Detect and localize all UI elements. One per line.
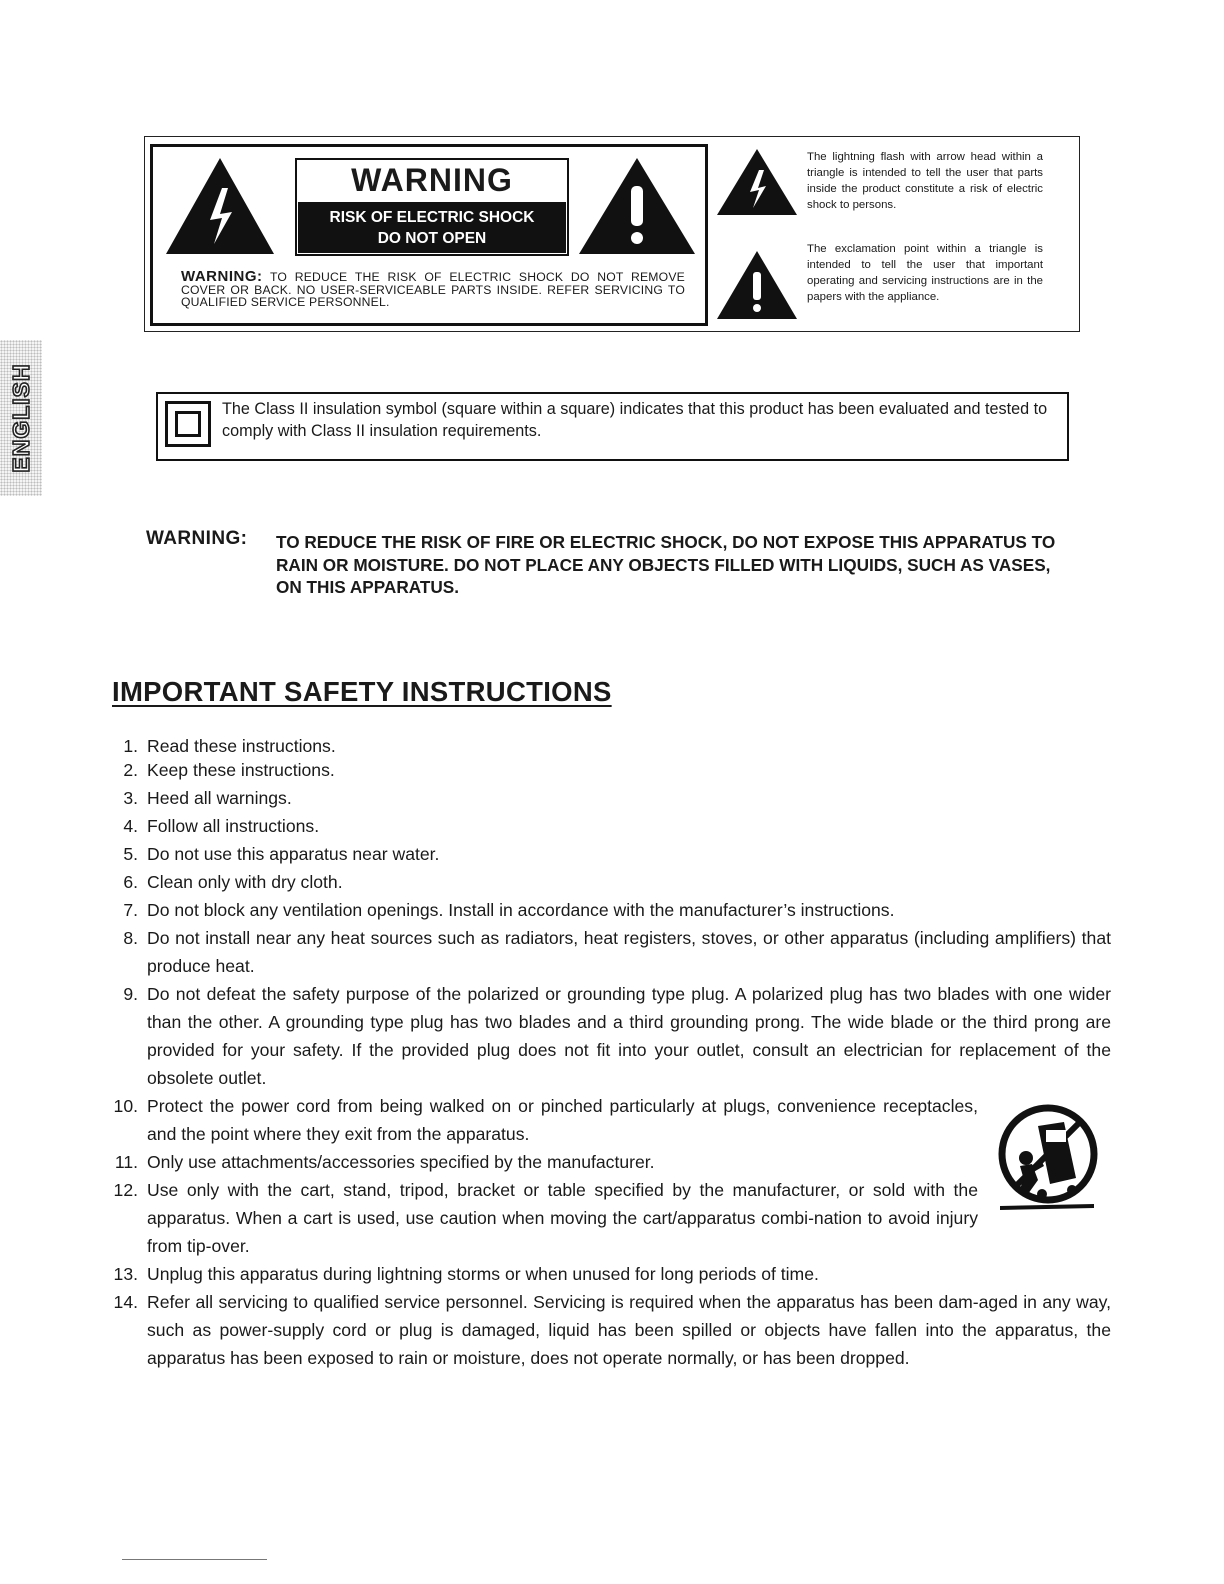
risk-band xyxy=(298,202,566,253)
footer-rule xyxy=(122,1559,267,1560)
list-item: 2. Keep these instructions. xyxy=(123,760,335,780)
lightning-triangle-icon xyxy=(716,148,798,216)
list-item: 7. Do not block any ventilation openings. Install in accordance with the manufacturer’s instructions. xyxy=(123,900,895,920)
list-item: 10. Protect the power cord from being walked on or pinched particularly at plugs, convenience receptacles, and the point where they exit from the apparatus. xyxy=(113,1096,978,1144)
safety-instructions-heading: IMPORTANT SAFETY INSTRUCTIONS xyxy=(112,676,612,707)
exclamation-explanation: The exclamation point within a triangle is intended to tell the user that important operating and servicing instructions are in the papers with the appliance. xyxy=(807,243,1043,303)
lightning-explanation: The lightning flash with arrow head within a triangle is intended to tell the user that parts inside the product constitute a risk of electric shock to persons. xyxy=(807,151,1043,211)
list-item: 14. Refer all servicing to qualified service personnel. Servicing is required when the apparatus has been dam-aged in any way, such as power-supply cord or plug is damaged, liquid has been spilled or objects have fallen into the apparatus, the apparatus has been exposed to rain or moisture, does not operate normally, or has been dropped. xyxy=(113,1292,1111,1368)
list-item: 3. Heed all warnings. xyxy=(123,788,292,808)
exclamation-triangle-icon xyxy=(577,156,697,256)
risk-band-line-1: RISK OF ELECTRIC SHOCK xyxy=(329,209,535,226)
list-item: 6. Clean only with dry cloth. xyxy=(123,872,343,892)
list-item: 8. Do not install near any heat sources such as radiators, heat registers, stoves, or other apparatus (including amplifiers) that produce heat. xyxy=(123,928,1111,976)
language-tab-label: ENGLISH xyxy=(8,363,34,473)
risk-band-line-2: DO NOT OPEN xyxy=(377,230,487,247)
warning-text xyxy=(181,268,685,309)
list-item: 13. Unplug this apparatus during lightning storms or when unused for long periods of time. xyxy=(113,1264,819,1284)
exclamation-triangle-icon xyxy=(716,250,798,320)
warning-title: WARNING xyxy=(351,162,513,198)
moisture-warning-text: TO REDUCE THE RISK OF FIRE OR ELECTRIC SHOCK, DO NOT EXPOSE THIS APPARATUS TO RAIN OR MOISTURE. DO NOT PLACE ANY OBJECTS FILLED WITH LIQUIDS, SUCH AS VASES, ON THIS APPARATUS. xyxy=(276,532,1056,597)
class-ii-inner-square xyxy=(175,411,201,437)
list-item: 4. Follow all instructions. xyxy=(123,816,320,836)
list-item: 5. Do not use this apparatus near water. xyxy=(123,844,440,864)
list-item: 12. Use only with the cart, stand, tripod, bracket or table specified by the manufacturer, or sold with the apparatus. When a cart is used, use caution when moving the cart/apparatus combi-nation to avoid injury from tip-over. xyxy=(113,1180,978,1256)
class-ii-text: The Class II insulation symbol (square within a square) indicates that this product has been evaluated and tested to comply with Class II insulation requirements. xyxy=(222,400,1048,440)
cart-tip-over-warning-icon xyxy=(998,1104,1098,1214)
moisture-warning-label: WARNING: xyxy=(146,528,248,549)
warning-text-body: TO REDUCE THE RISK OF ELECTRIC SHOCK DO NOT REMOVE COVER OR BACK. NO USER-SERVICEABLE PARTS INSIDE. REFER SERVICING TO QUALIFIED SERVICE PERSONNEL. xyxy=(181,270,685,309)
list-item: 1. Read these instructions. xyxy=(123,736,336,756)
list-item: 11. Only use attachments/accessories specified by the manufacturer. xyxy=(114,1152,655,1172)
lightning-triangle-icon xyxy=(164,156,276,256)
safety-instructions-list xyxy=(108,732,1111,1372)
list-item: 9. Do not defeat the safety purpose of the polarized or grounding type plug. A polarized plug has two blades with one wider than the other. A grounding type plug has two blades and a third grounding prong. The wide blade or the third prong are provided for your safety. If the provided plug does not fit into your outlet, consult an electrician for replacement of the obsolete outlet. xyxy=(123,984,1111,1088)
warning-text-label: WARNING: xyxy=(181,268,263,285)
